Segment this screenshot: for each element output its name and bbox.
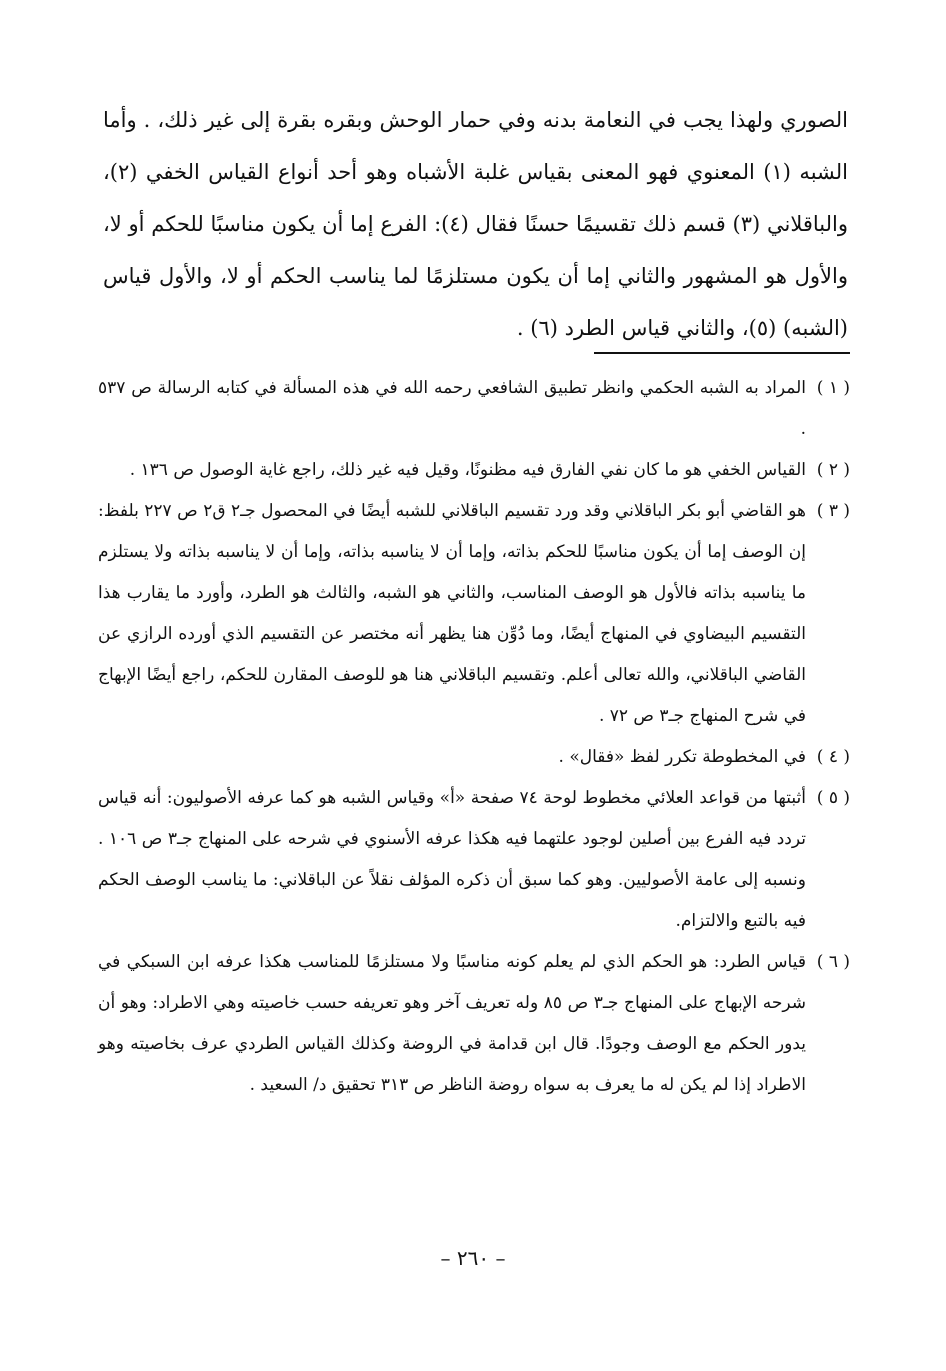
footnote-2 — [98, 450, 850, 491]
footnote-text: المراد به الشبه الحكمي وانظر تطبيق الشافعي رحمه الله في هذه المسألة في كتابه الرسالة ص ٥٣٧ . — [98, 378, 806, 439]
footnote-text: في المخطوطة تكرر لفظ «فقال» . — [558, 747, 806, 767]
footnote-1 — [98, 368, 850, 450]
footnotes — [98, 368, 850, 1106]
main-text — [103, 94, 848, 354]
footnote-text: أثبتها من قواعد العلائي مخطوط لوحة ٧٤ صفحة «أ» وقياس الشبه هو كما عرفه الأصوليون: أنه قياس تردد فيه الفرع بين أصلين لوجود علتهما فيه هكذا عرفه الأسنوي في شرحه على المنهاج جـ٣ ص ١٠٦ . ونسبه إلى عامة الأصوليين. وهو كما سبق أن ذكره المؤلف نقلاً عن الباقلاني: ما يناسب الوصف الحكم فيه بالتبع والالتزام. — [98, 788, 806, 931]
footnote-number: ( ١ ) — [816, 378, 850, 398]
footnote-text: القياس الخفي هو ما كان نفي الفارق فيه مظنونًا، وقيل فيه غير ذلك، راجع غاية الوصول ص ١٣٦ . — [129, 460, 806, 480]
page-number: – ٢٦٠ – — [440, 1246, 506, 1270]
footnote-number: ( ٥ ) — [816, 788, 850, 808]
footnote-text: هو القاضي أبو بكر الباقلاني وقد ورد تقسيم الباقلاني للشبه أيضًا في المحصول جـ٢ ق٢ ص ٢٢٧ بلفظ: إن الوصف إما أن يكون مناسبًا للحكم بذاته، وإما أن لا يناسبه بذاته، وإما أن لا يناسبه بذاته ولا يستلزم ما يناسبه بذاته فالأول هو الوصف المناسب، والثاني هو الشبه، والثالث هو الطرد، وأورد ما يقارب هذا التقسيم البيضاوي في المنهاج أيضًا، وما دُوِّن هنا يظهر أنه مختصر عن التقسيم الذي أورده الرازي عن القاضي الباقلاني، والله تعالى أعلم. وتقسيم الباقلاني هنا هو للوصف المقارن للحكم، راجع أيضًا الإبهاج في شرح المنهاج جـ٣ ص ٧٢ . — [98, 501, 806, 726]
footnote-number: ( ٢ ) — [816, 460, 850, 480]
main-paragraph: الصوري ولهذا يجب في النعامة بدنه وفي حمار الوحش وبقره بقرة إلى غير ذلك، . وأما الشبه (١) المعنوي فهو المعنى بقياس غلبة الأشباه وهو أحد أنواع القياس الخفي (٢)، والباقلاني (٣) قسم ذلك تقسيمًا حسنًا فقال (٤): الفرع إما أن يكون مناسبًا للحكم أو لا، والأول هو المشهور والثاني إما أن يكون مستلزمًا لما يناسب الحكم أو لا، والأول قياس (الشبه) (٥)، والثاني قياس الطرد (٦) . — [103, 108, 849, 340]
footnote-text: قياس الطرد: هو الحكم الذي لم يعلم كونه مناسبًا ولا مستلزمًا للمناسب هكذا عرفه ابن السبكي في شرحه الإبهاج على المنهاج جـ٣ ص ٨٥ وله تعريف آخر وهو تعريفه حسب خاصيته وهي الاطراد: وهو أن يدور الحكم مع الوصف وجودًا. قال ابن قدامة في الروضة وكذلك القياس الطردي عرف بخاصيته وهو الاطراد إذا لم يكن له ما يعرف به سواه روضة الناظر ص ٣١٣ تحقيق د/ السعيد . — [98, 952, 806, 1095]
footnote-3 — [98, 491, 850, 737]
footnote-number: ( ٣ ) — [816, 501, 850, 521]
footnote-divider — [594, 352, 850, 354]
footnote-5 — [98, 778, 850, 942]
footnote-number: ( ٤ ) — [816, 747, 850, 767]
footnote-4 — [98, 737, 850, 778]
footnote-6 — [98, 942, 850, 1106]
footnote-number: ( ٦ ) — [816, 952, 850, 972]
